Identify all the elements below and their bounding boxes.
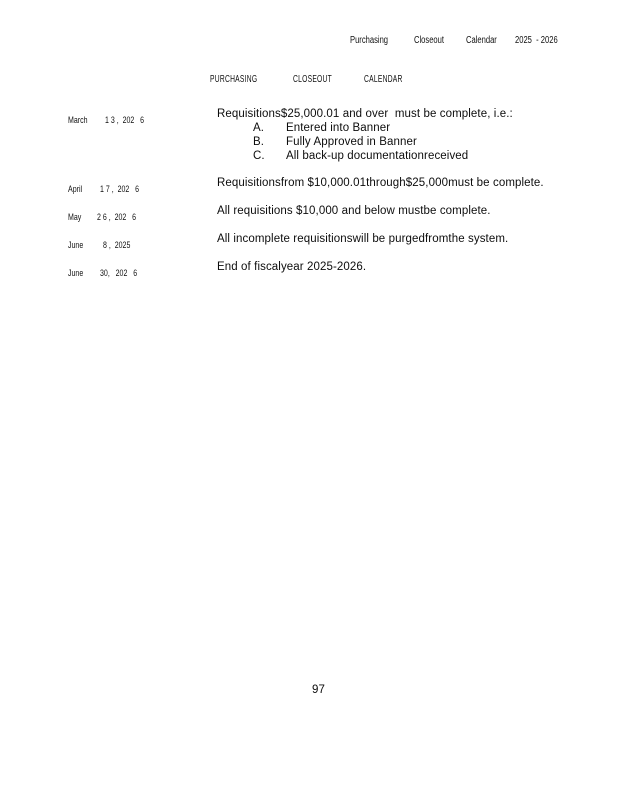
subitem-label: B. [253, 136, 265, 148]
entry-text: All incomplete requisitionswill be purgedfromthe system. [217, 233, 509, 245]
title-word: CALENDAR [364, 73, 403, 85]
subitem-label: C. [253, 150, 265, 162]
entry-month: March [68, 115, 88, 126]
header-item: 2025 - 2026 [515, 35, 558, 46]
entry-text: Requisitions$25,000.01 and over must be complete, i.e.: [217, 108, 513, 120]
subitem-text: All back-up documentationreceived [286, 150, 469, 162]
entry-text: All requisitions $10,000 and below mustbe complete. [217, 205, 491, 217]
title-word: CLOSEOUT [293, 73, 333, 85]
entry-date: 8 , 2025 [103, 240, 131, 251]
entry-month: June [68, 240, 84, 251]
subitem-label: A. [253, 122, 265, 134]
header-item: Closeout [414, 35, 444, 46]
header-item: Calendar [466, 35, 497, 46]
entry-text: End of fiscalyear 2025-2026. [217, 261, 367, 273]
entry-month: May [68, 212, 82, 223]
header-item: Purchasing [350, 35, 389, 46]
entry-text: Requisitionsfrom $10,000.01through$25,000must be complete. [217, 177, 544, 189]
entry-date: 1 7 , 202 6 [100, 184, 140, 195]
entry-date: 1 3 , 202 6 [105, 115, 145, 126]
title-word: PURCHASING [210, 73, 258, 85]
page-number: 97 [312, 684, 325, 696]
subitem-text: Fully Approved in Banner [286, 136, 417, 148]
subitem-text: Entered into Banner [286, 122, 391, 134]
entry-date: 30, 202 6 [100, 268, 138, 279]
entry-month: June [68, 268, 84, 279]
entry-date: 2 6 , 202 6 [97, 212, 137, 223]
entry-month: April [68, 184, 83, 195]
